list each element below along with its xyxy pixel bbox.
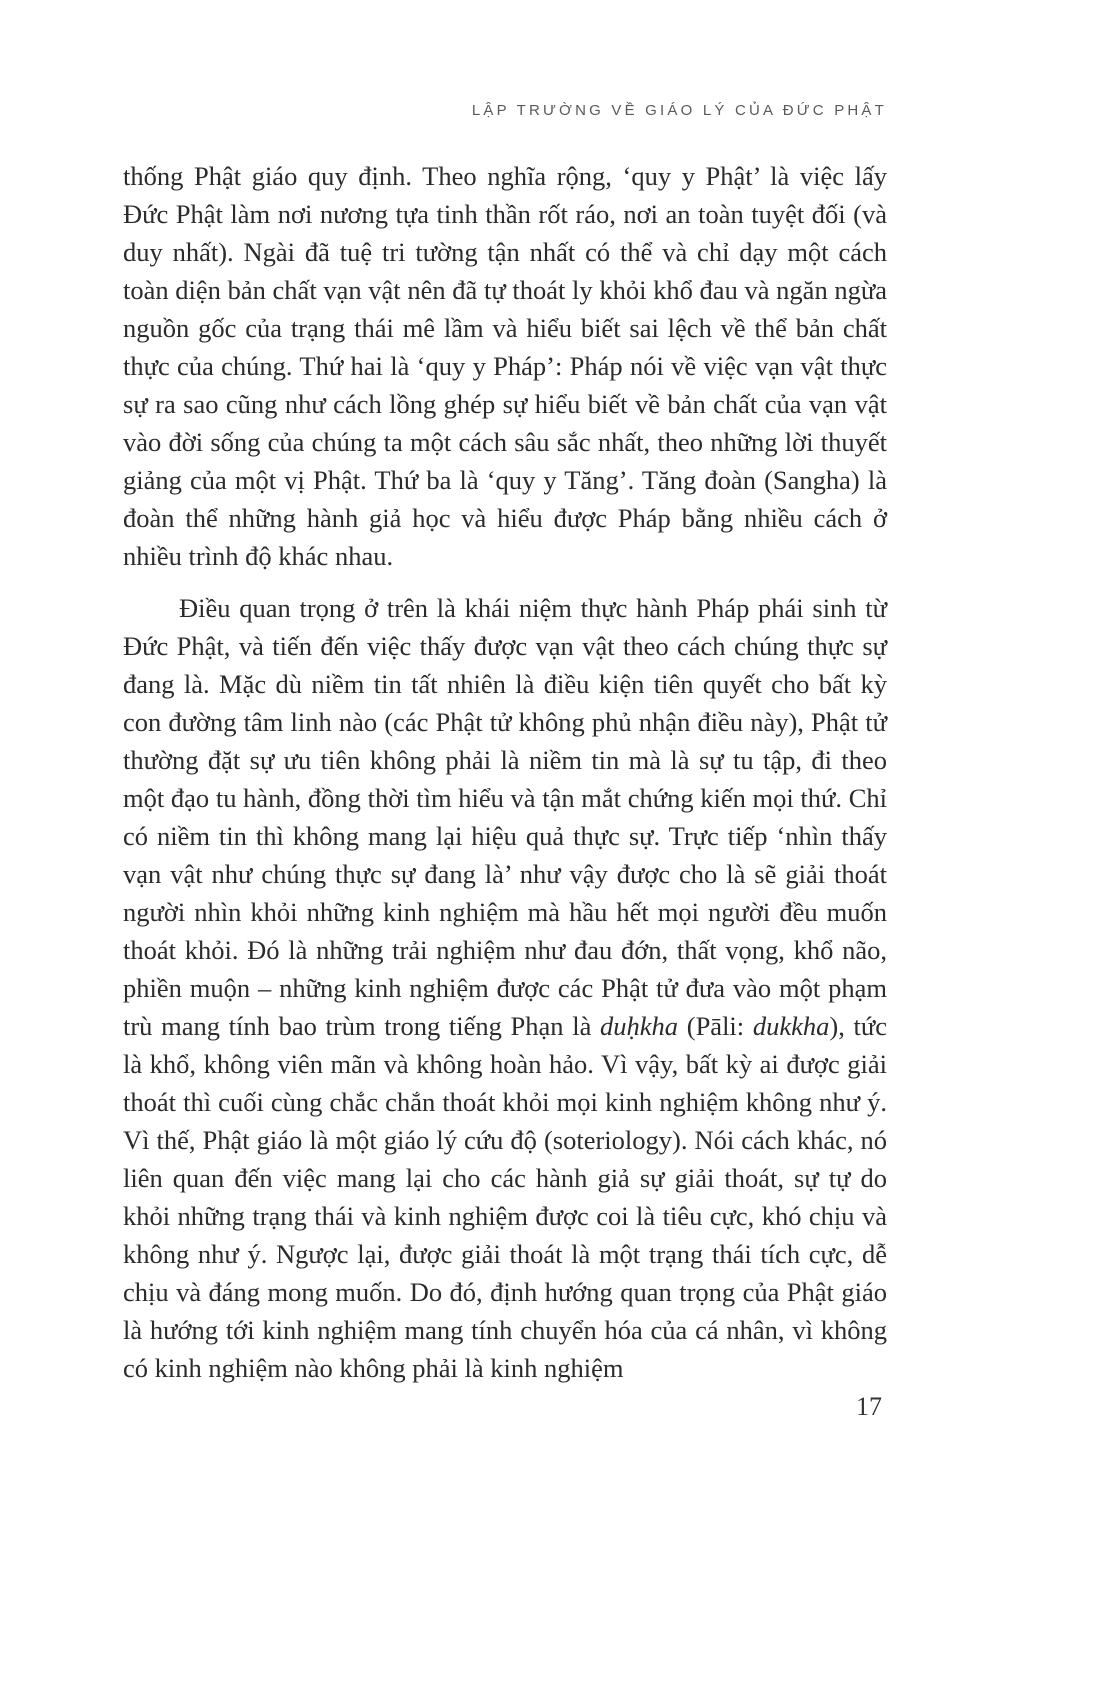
- page-number: 17: [856, 1392, 882, 1421]
- paragraph: thống Phật giáo quy định. Theo nghĩa rộng, ‘quy y Phật’ là việc lấy Đức Phật làm nơi nương tựa tinh thần rốt ráo, nơi an toàn tuyệt đối (và duy nhất). Ngài đã tuệ tri tường tận nhất có thể và chỉ dạy một cách toàn diện bản chất vạn vật nên đã tự thoát ly khỏi khổ đau và ngăn ngừa nguồn gốc của trạng thái mê lầm và hiểu biết sai lệch về thể bản chất thực của chúng. Thứ hai là ‘quy y Pháp’: Pháp nói về việc vạn vật thực sự ra sao cũng như cách lồng ghép sự hiểu biết về bản chất của vạn vật vào đời sống của chúng ta một cách sâu sắc nhất, theo những lời thuyết giảng của một vị Phật. Thứ ba là ‘quy y Tăng’. Tăng đoàn (Sangha) là đoàn thể những hành giả học và hiểu được Pháp bằng nhiều cách ở nhiều trình độ khác nhau.: [123, 161, 887, 571]
- text-column: [123, 102, 887, 1387]
- paragraph: Điều quan trọng ở trên là khái niệm thực hành Pháp phái sinh từ Đức Phật, và tiến đến việc thấy được vạn vật theo cách chúng thực sự đang là. Mặc dù niềm tin tất nhiên là điều kiện tiên quyết cho bất kỳ con đường tâm linh nào (các Phật tử không phủ nhận điều này), Phật tử thường đặt sự ưu tiên không phải là niềm tin mà là sự tu tập, đi theo một đạo tu hành, đồng thời tìm hiểu và tận mắt chứng kiến mọi thứ. Chỉ có niềm tin thì không mang lại hiệu quả thực sự. Trực tiếp ‘nhìn thấy vạn vật như chúng thực sự đang là’ như vậy được cho là sẽ giải thoát người nhìn khỏi những kinh nghiệm mà hầu hết mọi người đều muốn thoát khỏi. Đó là những trải nghiệm như đau đớn, thất vọng, khổ não, phiền muộn – những kinh nghiệm được các Phật tử đưa vào một phạm trù mang tính bao trùm trong tiếng Phạn là duḥkha (Pāli: dukkha), tức là khổ, không viên mãn và không hoàn hảo. Vì vậy, bất kỳ ai được giải thoát thì cuối cùng chắc chắn thoát khỏi mọi kinh nghiệm không như ý. Vì thế, Phật giáo là một giáo lý cứu độ (soteriology). Nói cách khác, nó liên quan đến việc mang lại cho các hành giả sự giải thoát, sự tự do khỏi những trạng thái và kinh nghiệm được coi là tiêu cực, khó chịu và không như ý. Ngược lại, được giải thoát là một trạng thái tích cực, dễ chịu và đáng mong muốn. Do đó, định hướng quan trọng của Phật giáo là hướng tới kinh nghiệm mang tính chuyển hóa của cá nhân, vì không có kinh nghiệm nào không phải là kinh nghiệm: [123, 593, 887, 1383]
- running-head: LẬP TRƯỜNG VỀ GIÁO LÝ CỦA ĐỨC PHẬT: [471, 102, 887, 119]
- body-text: [123, 157, 887, 1387]
